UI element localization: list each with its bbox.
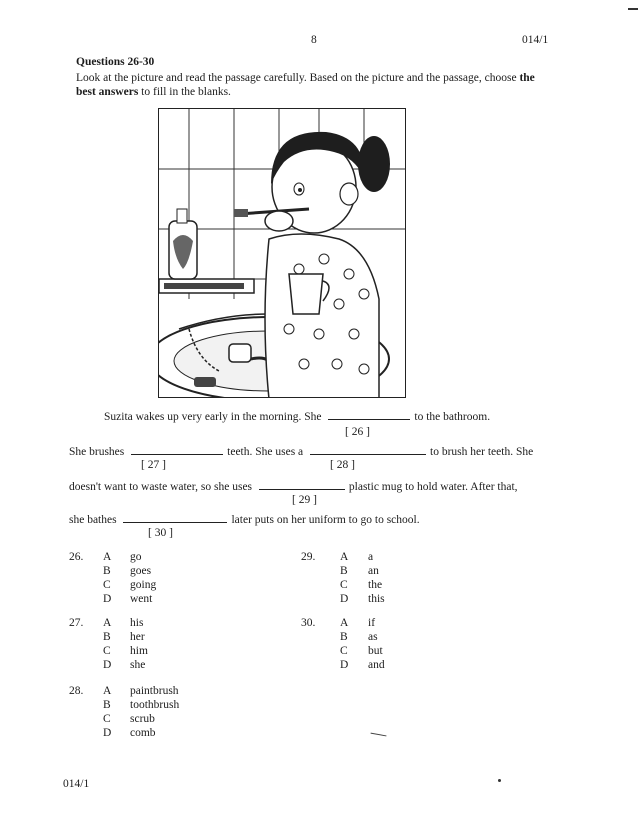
blank-label-29: [ 29 ] <box>292 494 317 506</box>
instruction-bold-1: the <box>519 72 535 84</box>
option-letter: D <box>340 659 349 671</box>
option-text[interactable]: went <box>130 593 153 605</box>
option-text[interactable]: as <box>368 631 378 643</box>
blank-label-28: [ 28 ] <box>330 459 355 471</box>
passage-text: to brush her teeth. She <box>430 446 534 458</box>
option-text[interactable]: comb <box>130 727 156 739</box>
option-text[interactable]: toothbrush <box>130 699 180 711</box>
option-text[interactable]: him <box>130 645 148 657</box>
passage-text: doesn't want to waste water, so she uses <box>69 481 253 493</box>
option-text[interactable]: goes <box>130 565 152 577</box>
blank-28 <box>310 444 426 455</box>
blank-30 <box>123 512 227 523</box>
option-letter: C <box>103 645 111 657</box>
passage-line-2 <box>69 444 533 458</box>
option-text[interactable]: and <box>368 659 385 671</box>
section-instruction <box>76 71 556 99</box>
blank-label-30: [ 30 ] <box>148 527 173 539</box>
instruction-text-1: Look at the picture and read the passage carefully. Based on the picture and the passage, choose <box>76 72 517 84</box>
blank-label-27: [ 27 ] <box>141 459 166 471</box>
blank-27 <box>131 444 223 455</box>
option-text[interactable]: a <box>368 551 374 563</box>
option-letter: A <box>340 551 349 563</box>
option-letter: D <box>340 593 349 605</box>
option-letter: C <box>340 579 348 591</box>
instruction-bold-2: best answers <box>76 86 139 98</box>
passage-text: later puts on her uniform to go to school. <box>231 514 420 526</box>
passage-text: Suzita wakes up very early in the morning. She <box>104 411 322 423</box>
option-text[interactable]: if <box>368 617 376 629</box>
section-title: Questions 26-30 <box>76 56 155 68</box>
passage-text: She brushes <box>69 446 125 458</box>
option-letter: D <box>103 659 112 671</box>
paper-code-header: 014/1 <box>522 34 549 46</box>
option-letter: A <box>103 685 112 697</box>
girl-brushing-teeth-illustration <box>158 108 406 398</box>
option-text[interactable]: paintbrush <box>130 685 179 697</box>
option-text[interactable]: the <box>368 579 383 591</box>
option-letter: A <box>103 617 112 629</box>
option-letter: D <box>103 727 112 739</box>
question-number-29: 29. <box>301 551 316 563</box>
passage-text: teeth. She uses a <box>227 446 304 458</box>
passage-text: to the bathroom. <box>414 411 491 423</box>
blank-label-26: [ 26 ] <box>345 426 370 438</box>
question-number-28: 28. <box>69 685 84 697</box>
option-letter: A <box>103 551 112 563</box>
option-letter: A <box>340 617 349 629</box>
dot-mark <box>498 779 501 782</box>
option-letter: B <box>103 699 111 711</box>
page-number: 8 <box>311 34 317 46</box>
corner-mark <box>628 0 638 10</box>
option-letter: C <box>340 645 348 657</box>
option-text[interactable]: but <box>368 645 383 657</box>
option-letter: D <box>103 593 112 605</box>
option-text[interactable]: scrub <box>130 713 155 725</box>
passage-text: she bathes <box>69 514 117 526</box>
passage-line-4 <box>69 512 420 526</box>
option-text[interactable]: going <box>130 579 157 591</box>
passage-line-1 <box>104 409 490 423</box>
paper-code-footer: 014/1 <box>63 778 90 790</box>
option-text[interactable]: go <box>130 551 142 563</box>
option-letter: B <box>340 565 348 577</box>
bathroom-scene-icon <box>159 109 406 398</box>
option-letter: B <box>103 565 111 577</box>
blank-29 <box>259 479 345 490</box>
question-number-30: 30. <box>301 617 316 629</box>
option-text[interactable]: an <box>368 565 379 577</box>
option-text[interactable]: his <box>130 617 144 629</box>
option-letter: C <box>103 579 111 591</box>
option-letter: B <box>103 631 111 643</box>
pencil-mark <box>370 733 387 743</box>
option-text[interactable]: her <box>130 631 145 643</box>
passage-text: plastic mug to hold water. After that, <box>348 481 518 493</box>
instruction-text-2: to fill in the blanks. <box>141 86 231 98</box>
question-number-27: 27. <box>69 617 84 629</box>
option-letter: C <box>103 713 111 725</box>
option-text[interactable]: she <box>130 659 146 671</box>
question-number-26: 26. <box>69 551 84 563</box>
blank-26 <box>328 409 410 420</box>
option-letter: B <box>340 631 348 643</box>
passage-line-3 <box>69 479 518 493</box>
option-text[interactable]: this <box>368 593 385 605</box>
